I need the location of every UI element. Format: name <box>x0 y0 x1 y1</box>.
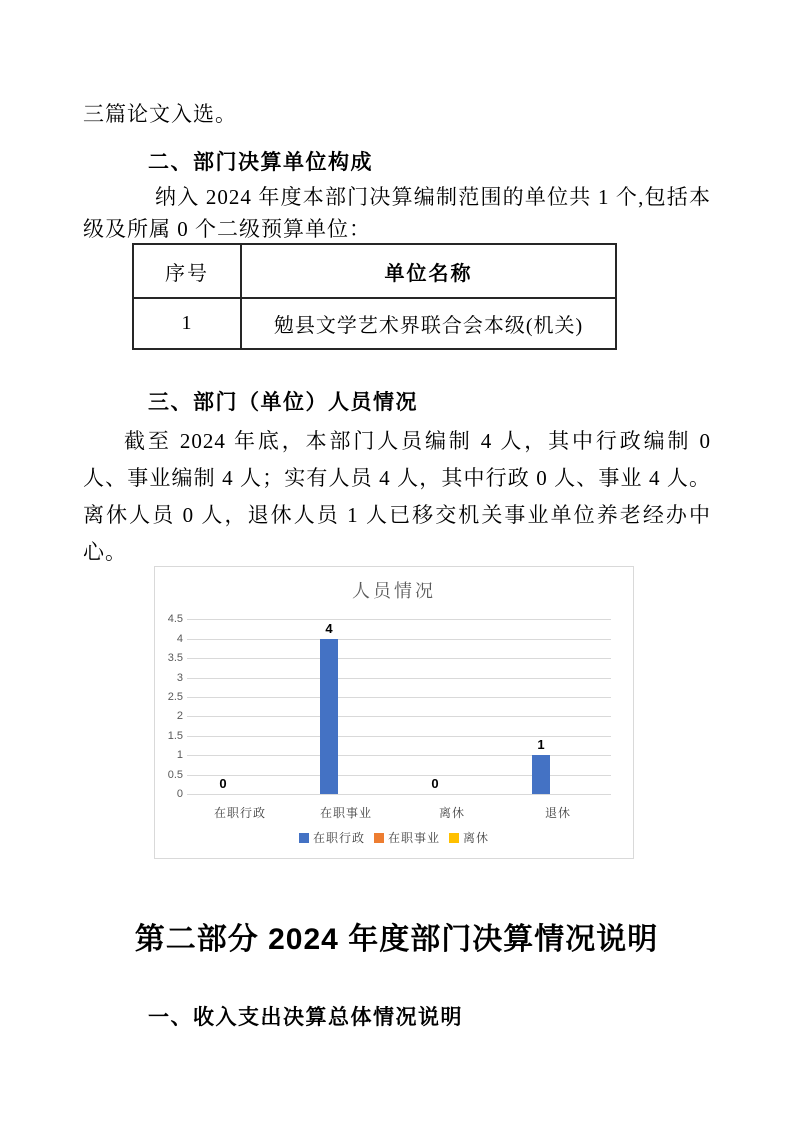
legend-swatch <box>299 833 309 843</box>
gridline <box>187 794 611 795</box>
gridline <box>187 716 611 717</box>
section-heading-personnel: 三、部门（单位）人员情况 <box>148 391 418 414</box>
paragraph-trailing-line: 三篇论文入选。 <box>83 102 237 126</box>
legend-label: 离休 <box>463 831 490 845</box>
unit-table-header-name: 单位名称 <box>241 244 616 298</box>
y-axis-tick-label: 3 <box>176 671 183 684</box>
x-axis-category-label: 在职事业 <box>319 806 372 820</box>
part2-title: 第二部分 2024 年度部门决算情况说明 <box>134 923 659 956</box>
gridline <box>187 658 611 659</box>
y-axis-tick-label: 3.5 <box>167 652 183 665</box>
y-axis-tick-label: 1.5 <box>167 729 183 742</box>
bar-data-label: 1 <box>537 737 545 753</box>
chart-plot <box>155 567 633 858</box>
legend-label: 在职行政 <box>312 831 365 845</box>
bar <box>532 755 550 794</box>
legend-swatch <box>449 833 459 843</box>
y-axis-tick-label: 2 <box>176 710 183 723</box>
chart-legend <box>155 829 633 846</box>
y-axis-tick-label: 0 <box>176 788 183 800</box>
gridline <box>187 619 611 620</box>
section-heading-income-expense: 一、收入支出决算总体情况说明 <box>148 1006 463 1029</box>
x-axis-category-label: 退休 <box>544 806 571 820</box>
unit-table-row <box>133 298 616 349</box>
legend-label: 在职事业 <box>387 831 440 845</box>
gridline <box>187 697 611 698</box>
paragraph-personnel: 截至 2024 年底，本部门人员编制 4 人，其中行政编制 0 人、事业编制 4 人；实有人员 4 人，其中行政 0 人、事业 4 人。离休人员 0 人，退休人员 1 人已移交机关事业单位养老经办中心。 <box>83 429 711 564</box>
unit-table-cell-no: 1 <box>133 298 241 349</box>
legend-item <box>374 829 440 846</box>
y-axis-tick-label: 4 <box>176 632 183 645</box>
bar <box>320 639 338 794</box>
section-heading-unit-composition: 二、部门决算单位构成 <box>148 151 373 174</box>
y-axis-tick-label: 4.5 <box>167 613 183 626</box>
bar-data-label: 0 <box>431 776 439 791</box>
y-axis-tick-label: 2.5 <box>167 691 183 704</box>
legend-item <box>449 829 489 846</box>
unit-table-header-no: 序号 <box>133 244 241 298</box>
unit-table <box>132 243 617 350</box>
gridline <box>187 639 611 640</box>
unit-table-header-row <box>133 244 616 298</box>
personnel-bar-chart <box>154 566 634 859</box>
chart-title: 人员情况 <box>352 581 436 601</box>
unit-table-cell-name: 勉县文学艺术界联合会本级(机关) <box>241 298 616 349</box>
bar-data-label: 4 <box>325 620 333 636</box>
gridline <box>187 678 611 679</box>
bar-data-label: 0 <box>219 776 227 791</box>
x-axis-category-label: 在职行政 <box>213 806 266 820</box>
legend-swatch <box>374 833 384 843</box>
y-axis-tick-label: 0.5 <box>167 768 183 781</box>
y-axis-tick-label: 1 <box>176 749 183 762</box>
legend-item <box>299 829 365 846</box>
x-axis-category-label: 离休 <box>438 806 465 820</box>
paragraph-unit-composition: 纳入 2024 年度本部门决算编制范围的单位共 1 个,包括本级及所属 0 个二级预算单位： <box>83 185 711 241</box>
